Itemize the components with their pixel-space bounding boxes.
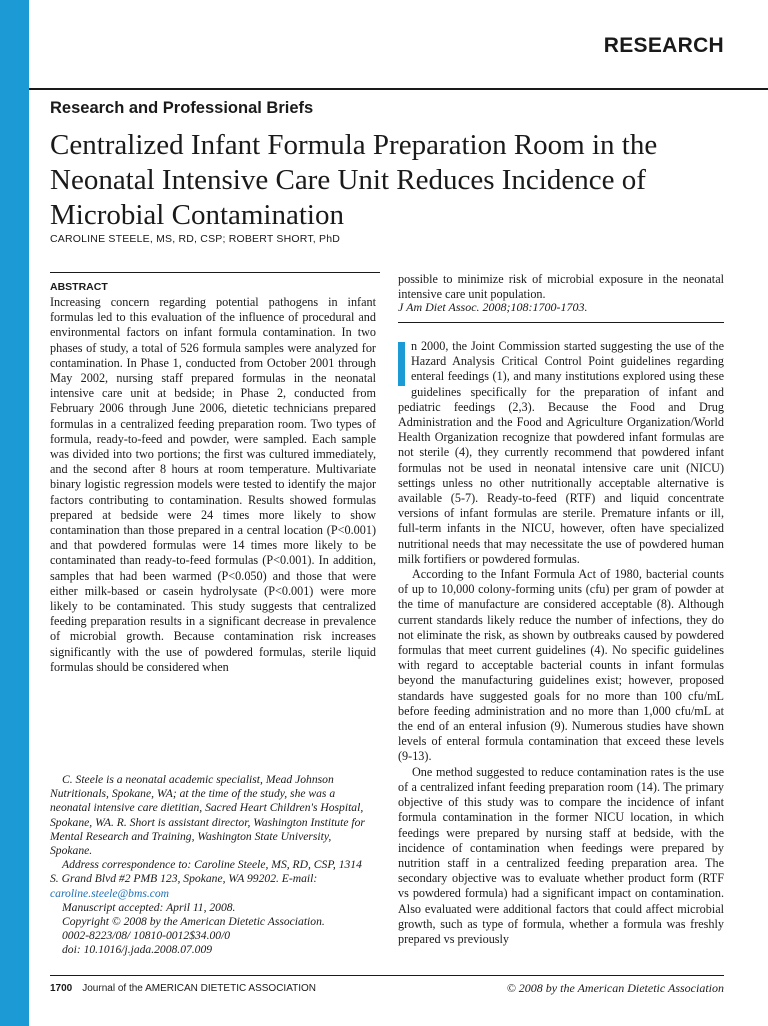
abstract-body [50,295,376,675]
author-list: CAROLINE STEELE, MS, RD, CSP; ROBERT SHORT, PhD [50,233,341,245]
article-title: Centralized Infant Formula Preparation Room in the Neonatal Intensive Care Unit Reduces Incidence of Microbial Contamination [50,129,658,231]
abstract-text: Increasing concern regarding potential pathogens in infant formulas led to this evaluation of the influence of procedural and environmental factors on infant formula contamination. In two phases of study, a total of 526 formula samples were analyzed for contamination. In Phase 1, conducted from October 2001 through May 2002, nursing staff prepared formulas in the neonatal intensive care unit at bedside; in Phase 2, conducted from February 2006 through June 2006, dietetic technicians prepared formulas in a centralized feeding preparation room. Two types of formula, ready-to-feed and powder, were sampled. Each sample was divided into two portions; the first was cultured immediately, and the second after 8 hours at room temperature. Multivariate binary logistic regression models were tested to identify the major factors contributing to contamination. Results showed formulas prepared at bedside were 24 times more likely to show contamination than those prepared in a central location (P<0.001) and that powdered formulas were 14 times more likely to be contaminated than ready-to-feed formulas (P<0.001). In addition, samples that had been warmed (P<0.050) and those that were either milk-based or casein hydrolysate (P<0.001) were more likely to be contaminated. This study suggests that centralized feeding preparation results in a significant decrease in prevalence of microbial growth. Because contamination risk increases significantly with the use of powdered formulas, sterile liquid formulas should be considered when [50,295,376,674]
body-paragraph-1: n 2000, the Joint Commission started suggesting the use of the Hazard Analysis Critical Control Point guidelines regarding enteral feedings (1), and many institutions explored using these guidelines specifically for the preparation of infant and pediatric feedings (2,3). Because the Food and Drug Administration and the Food and Agriculture Organization/World Health Organization recognize that powdered infant formulas are not sterile (4), they currently recommend that powdered infant formulas not be used in neonatal intensive care unit (NICU) settings unless no other nutritionally acceptable alternative is available (5-7). Ready-to-feed (RTF) and liquid concentrate versions of infant formulas are sterile. Premature infants or ill, full-term infants in the NICU, however, often have specialized nutritional needs that may necessitate the use of powdered human milk fortifiers or powdered formulas. [398,339,724,566]
footer-rule [50,975,724,976]
header-divider [29,88,768,90]
manuscript-accepted: Manuscript accepted: April 11, 2008. [62,900,236,914]
section-tag: RESEARCH [603,34,724,57]
footer-copyright: © 2008 by the American Dietetic Association [506,981,724,995]
article-category: Research and Professional Briefs [50,99,314,117]
issn-code: 0002-8223/08/ 10810-0012$34.00/0 [62,929,231,943]
dropcap-bar [398,342,405,386]
affiliation-bio: C. Steele is a neonatal academic specialist, Mead Johnson Nutritionals, Spokane, WA; at the time of the study, she was a neonatal intensive care dietitian, Sacred Heart Children's Hospital, Spokane, WA. R. Short is assistant director, Washington Institute for Mental Research and Training, Washington State University, Spokane. [50,773,365,858]
abstract-continued-block [398,272,724,302]
author-affiliations [50,773,370,958]
copyright-note: Copyright © 2008 by the American Dietetic Association. [62,915,325,929]
doi-link[interactable]: doi: 10.1016/j.jada.2008.07.009 [62,943,213,957]
email-link[interactable]: caroline.steele@bms.com [50,886,170,900]
abstract-top-rule [50,272,380,273]
body-text [398,339,724,947]
abstract-end-rule [398,322,724,323]
body-paragraph-3: One method suggested to reduce contamination rates is the use of a centralized infant feeding preparation room (14). The primary objective of this study was to compare the incidence of infant formula contamination in the former NICU location, in which feedings were prepared by nursing staff at bedside, with the incidence of contamination when feedings were prepared by nutrition staff in a centralized feeding preparation area. The secondary objective was to evaluate whether product form (RTF vs powdered formula) had a significant impact on contamination. Also evaluated were additional factors that could affect microbial growth, such as type of formula, whether a formula was freshly prepared vs previously [398,764,724,946]
abstract-continued: possible to minimize risk of microbial exposure in the neonatal intensive care unit population. [398,272,724,302]
journal-name: Journal of the AMERICAN DIETETIC ASSOCIATION [82,983,317,994]
journal-citation: J Am Diet Assoc. 2008;108:1700-1703. [398,300,588,314]
footer-journal [50,983,316,994]
abstract-heading: ABSTRACT [50,281,108,293]
correspondence-line: Address correspondence to: Caroline Steele, MS, RD, CSP, 1314 S. Grand Blvd #2 PMB 123, Spokane, WA 99202. E-mail: caroline.steele@bms.com [50,858,362,900]
sidebar-accent-bar [0,0,29,1026]
body-paragraph-2: According to the Infant Formula Act of 1980, bacterial counts of up to 10,000 colony-forming units (cfu) per gram of powder at the time of manufacture are considered acceptable (8). Although current standards likely reduce the number of infections, they do not eliminate the risk, as shown by outbreaks caused by powdered formulas that meet current guidelines (4). No specific guidelines with regard to acceptable bacterial counts in infant formulas beyond the manufacturing guidelines exist; however, proposed standards have suggested goals for no more than 100 cfu/mL before feeding administration and no more than 1,000 cfu/mL at the end of an enteral infusion (9). Numerous studies have shown levels of enteral formula contamination that exceed these levels (9-13). [398,567,724,764]
page-number: 1700 [50,983,73,994]
